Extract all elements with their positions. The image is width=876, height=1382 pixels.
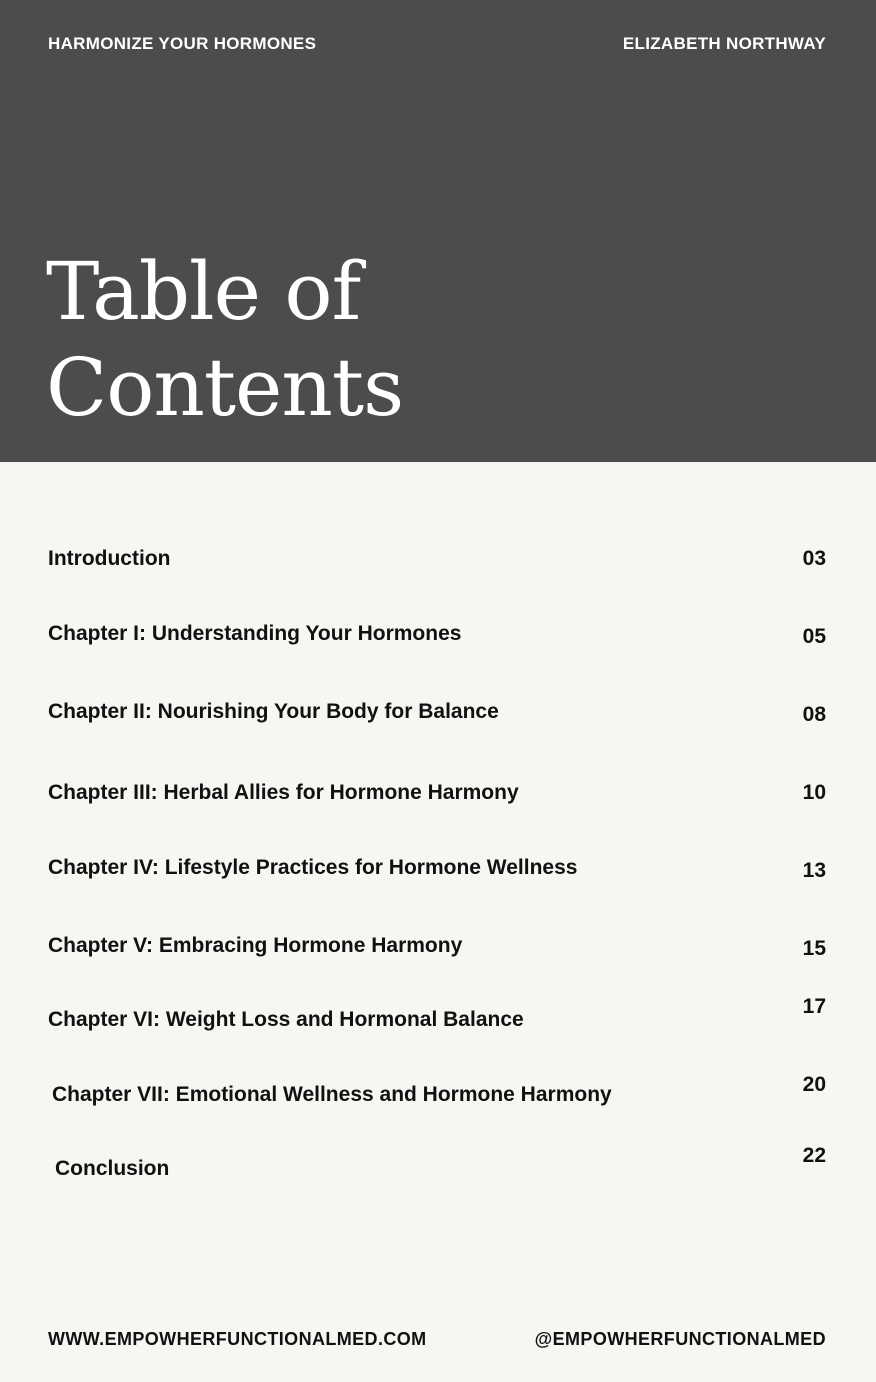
page-title	[46, 244, 403, 436]
toc-entry-page: 13	[802, 859, 826, 882]
toc-entry-page: 10	[802, 781, 826, 804]
page-title-line-1: Table of	[46, 245, 361, 338]
toc-entry-label: Chapter II: Nourishing Your Body for Balance	[48, 700, 499, 723]
toc-entry-label: Chapter VII: Emotional Wellness and Hormone Harmony	[52, 1083, 612, 1106]
toc-entry-label: Conclusion	[55, 1157, 170, 1180]
author-name: ELIZABETH NORTHWAY	[622, 34, 826, 53]
toc-entry-page: 05	[802, 625, 826, 648]
toc-entry[interactable]	[48, 856, 826, 886]
page-title-line-2: Contents	[46, 341, 404, 434]
toc-entry-label: Chapter IV: Lifestyle Practices for Hormone Wellness	[48, 856, 578, 879]
toc-entry[interactable]	[48, 1073, 826, 1113]
toc-entry-page: 08	[802, 703, 826, 726]
toc-entry-label: Chapter V: Embracing Hormone Harmony	[48, 934, 463, 957]
toc-entry[interactable]	[48, 622, 826, 652]
toc-entry[interactable]	[48, 700, 826, 730]
toc-entry-label: Chapter I: Understanding Your Hormones	[48, 622, 462, 645]
social-handle[interactable]: @EMPOWHERFUNCTIONALMED	[534, 1329, 826, 1349]
toc-entry-page: 17	[802, 995, 826, 1018]
website-link[interactable]: WWW.EMPOWHERFUNCTIONALMED.COM	[48, 1329, 427, 1349]
toc-entry-page: 20	[802, 1073, 826, 1096]
toc-entry-label: Chapter VI: Weight Loss and Hormonal Balance	[48, 1008, 524, 1031]
toc-entry[interactable]	[48, 547, 826, 577]
toc-entry-label: Chapter III: Herbal Allies for Hormone Harmony	[48, 781, 519, 804]
book-title: HARMONIZE YOUR HORMONES	[48, 34, 317, 53]
toc-entry-page: 22	[802, 1144, 826, 1167]
toc-entry-page: 03	[802, 547, 826, 570]
toc-entry[interactable]	[48, 995, 826, 1038]
toc-entry[interactable]	[48, 934, 826, 964]
toc-entry-label: Introduction	[48, 547, 171, 570]
toc-entry-page: 15	[802, 937, 826, 960]
toc-entry[interactable]	[48, 781, 826, 811]
header-panel	[0, 0, 876, 462]
toc-entry[interactable]	[48, 1144, 826, 1187]
